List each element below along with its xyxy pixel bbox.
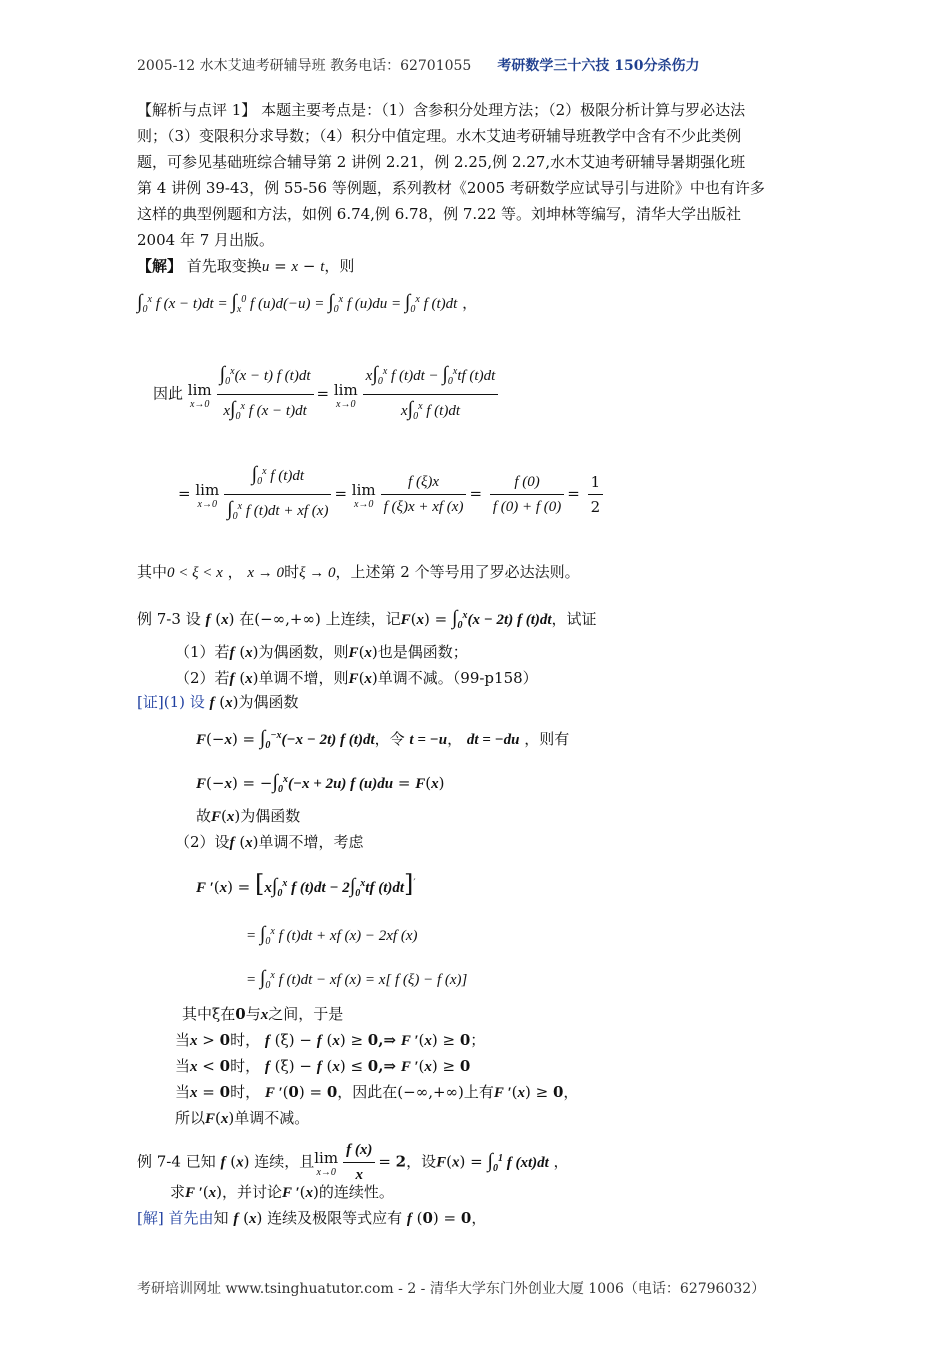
solution-intro: 【解】 首先取变换u = x − t，则 xyxy=(137,257,355,275)
example-7-3-part-1: （1）若f (x)为偶函数，则F(x)也是偶函数； xyxy=(175,643,468,661)
example-7-3-part-2: （2）若f (x)单调不增，则F(x)单调不减。（99-p158） xyxy=(175,669,538,687)
solution-7-4-label: [解] xyxy=(137,1209,164,1227)
proof-conclusion-1: 故F(x)为偶函数 xyxy=(196,807,301,825)
example-7-4-title: 例 7-4 已知 f (x) 连续，且lim x→0 $\frac{f (x)}{x}$ = 2，设$F(x) = \int_0^1$ f (xt)dt ， xyxy=(137,1142,569,1183)
analysis-line-2: 则；（3）变限积分求导数；（4）积分中值定理。水木艾迪考研辅导班教学中含有不少此类例 xyxy=(137,127,742,145)
proof-formula-1: $F(-x) = \int_0^{-x}(-x - 2t)$ f (t)dt，令 t = −u， dt = −du ，则有 xyxy=(196,727,570,751)
example-7-3-title: 例 7-3 设 f (x) 在(−∞,+∞) 上连续，记$F(x) = \int_0^x(x - 2t)$ f (t)dt，试证 xyxy=(137,607,597,631)
analysis-line-4: 第 4 讲例 39-43，例 55-56 等例题，系列教材《2005 考研数学应试导引与进阶》中也有许多 xyxy=(137,179,765,197)
proof-derivative-2: = $\int_0^x$ f (t)dt + xf (x) − 2xf (x) xyxy=(246,923,418,947)
page-header xyxy=(137,55,817,75)
formula-substitution: $\int_0^x$ f $(x - t)dt = \int_x^0$ f $(u)d(-u) = \int_0^x$ f $(u)du = \int_0^x$ f (t)dt ， xyxy=(137,291,478,315)
analysis-line-6: 2004 年 7 月出版。 xyxy=(137,231,275,249)
formula-limit-1: 因此 lim x→0 $\frac{\int_0^x(x - t) f (t)dt}{x\int_0^x f (x - t)dt}$ = lim x→0 $\frac{x\int_0^x f (t)dt - \int_0^xtf (t)dt}{x\int_0^x f (t)dt}$ xyxy=(153,362,501,427)
proof-case-positive: 当x > 0时， f (ξ) − f (x) ≥ 0,⇒ F ′(x) ≥ 0； xyxy=(175,1031,486,1049)
example-7-4-solution: [解] 首先由知 f (x) 连续及极限等式应有 f (0) = 0， xyxy=(137,1209,487,1227)
analysis-line-5: 这样的典型例题和方法，如例 6.74,例 6.78，例 7.22 等。刘坤林等编写，清华大学出版社 xyxy=(137,205,742,223)
proof-formula-2: $F(-x) = -\int_0^x(-x + 2u)$ f (u)du = F(x) xyxy=(196,771,445,795)
analysis-line-1: 【解析与点评 1】 本题主要考点是：（1）含参积分处理方法；（2）极限分析计算与罗必达法 xyxy=(137,101,746,119)
header-brand: 考研数学三十六技 150分杀伤力 xyxy=(497,58,700,74)
analysis-line-3: 题，可参见基础班综合辅导第 2 讲例 2.21，例 2.25,例 2.27,水木艾迪考研辅导暑期强化班 xyxy=(137,153,746,171)
header-info: 2005-12 水木艾迪考研辅导班 教务电话：62701055 xyxy=(137,58,472,74)
solution-label: 【解】 xyxy=(137,257,183,275)
proof-xi-note: 其中ξ在0与x之间，于是 xyxy=(182,1005,344,1023)
proof-start: [证](1) 设 f (x)为偶函数 xyxy=(137,693,299,711)
proof-label: [证] xyxy=(137,693,164,711)
solution-remark: 其中0 < ξ < x ， x → 0时ξ → 0，上述第 2 个等号用了罗必达法则。 xyxy=(137,563,580,581)
example-7-4-question: 求F ′(x)，并讨论F ′(x)的连续性。 xyxy=(170,1183,394,1201)
proof-part-2: （2）设f (x)单调不增，考虑 xyxy=(175,833,364,851)
proof-derivative-1: F $'(x) = [x\int_0^x$ f $(t)dt - 2\int_0^xtf$ (t)dt]′ xyxy=(196,870,416,899)
proof-case-negative: 当x < 0时， f (ξ) − f (x) ≤ 0,⇒ F ′(x) ≥ 0 xyxy=(175,1057,471,1075)
page-footer: 考研培训网址 www.tsinghuatutor.com - 2 - 清华大学东门外创业大厦 1006（电话：62796032） xyxy=(137,1281,766,1297)
formula-limit-2: = lim x→0 $\frac{\int_0^x f (t)dt}{\int_0^x f (t)dt + xf (x)}$ = lim x→0 $\frac{f (\xi)x}{f (\xi)x + xf (x)}$ = $\frac{f (0)}{f (0) + f (0)}$ = $\frac{1}{2}$ xyxy=(178,462,606,527)
proof-derivative-3: = $\int_0^x$ f (t)dt − xf (x) = x[ f (ξ) − f (x)] xyxy=(246,967,468,991)
proof-case-zero: 当x = 0时， F ′(0) = 0，因此在(−∞,+∞)上有F ′(x) ≥ 0， xyxy=(175,1083,579,1101)
proof-final: 所以F(x)单调不减。 xyxy=(175,1109,310,1127)
